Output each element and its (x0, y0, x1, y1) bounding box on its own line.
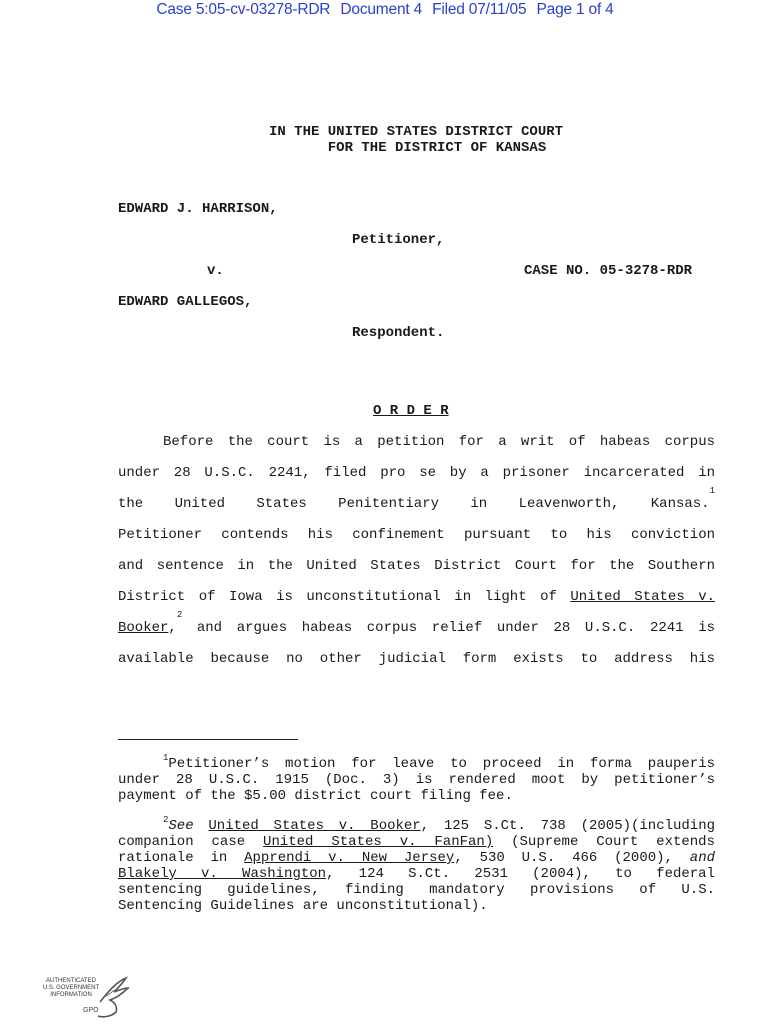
case-citation: Booker (118, 620, 169, 636)
case-citation: United States v. FanFan) (263, 834, 494, 850)
stamp-case-number: Case 5:05-cv-03278-RDR (156, 1, 331, 18)
stamp-document: Document 4 (340, 1, 422, 18)
versus-label: v. (207, 263, 224, 279)
case-citation: Apprendi v. New Jersey (244, 850, 455, 866)
case-citation: Blakely v. Washington (118, 866, 327, 882)
footnote-ref-2: 2 (176, 610, 183, 620)
body-line: Booker,$^2$ and argues habeas corpus relief under 28 U.S.C. 2241 is (118, 610, 715, 636)
body-line: available because no other judicial form exists to address his (118, 651, 715, 667)
court-heading (0, 124, 770, 156)
petitioner-name: EDWARD J. HARRISON, (118, 201, 278, 217)
body-line: and sentence in the United States District Court for the Southern (118, 558, 715, 574)
court-heading-line1: IN THE UNITED STATES DISTRICT COURT (268, 124, 564, 140)
court-heading-line2: FOR THE DISTRICT OF KANSAS (327, 140, 547, 156)
footnote-ref-1: 1 (709, 486, 715, 496)
body-line: Before the court is a petition for a writ of habeas corpus (163, 434, 715, 450)
stamp-filed-date: Filed 07/11/05 (432, 1, 527, 18)
eagle-icon (38, 972, 130, 1020)
body-line: under 28 U.S.C. 2241, filed pro se by a prisoner incarcerated in (118, 465, 715, 481)
filing-stamp (0, 1, 770, 19)
petitioner-label: Petitioner, (352, 232, 445, 248)
stamp-page: Page 1 of 4 (536, 1, 614, 18)
case-number: CASE NO. 05-3278-RDR (524, 263, 693, 279)
respondent-name: EDWARD GALLEGOS, (118, 294, 253, 310)
gpo-label: GPO (83, 1007, 99, 1014)
body-line: Petitioner contends his confinement pursuant to his conviction (118, 527, 715, 543)
order-title: O R D E R (373, 403, 449, 419)
body-line: the United States Penitentiary in Leavenworth, Kansas.$^1$ (118, 486, 715, 512)
respondent-label: Respondent. (352, 325, 445, 341)
gpo-authentication-seal: AUTHENTICATED U.S. GOVERNMENT INFORMATION GPO (38, 972, 130, 1020)
footnote-2: $^2$See United States v. Booker, 125 S.Ct. 738 (2005)(including companion case United States v. FanFan) (Supreme Court extends rationale in Apprendi v. New Jersey, 530 U.S. 466 (2000), and Blakely v. Washington, 124 S.Ct. 2531 (2004), to federal sentencing guidelines, finding mandatory provisions of U.S. Sentencing Guidelines are unconstitutional). (118, 815, 716, 914)
footnote-number: 1 (163, 753, 169, 763)
footnote-number: 2 (163, 815, 169, 825)
footnote-separator (118, 739, 298, 740)
body-line: District of Iowa is unconstitutional in light of United States v. (118, 589, 716, 605)
footnote-1: $^1$Petitioner’s motion for leave to proceed in forma pauperis under 28 U.S.C. 1915 (Doc. 3) is rendered moot by petitioner’s payment of the $5.00 district court filing fee. (118, 753, 715, 804)
order-body (118, 427, 715, 675)
case-citation: United States v. (570, 589, 716, 605)
case-citation: United States v. Booker (208, 818, 421, 834)
